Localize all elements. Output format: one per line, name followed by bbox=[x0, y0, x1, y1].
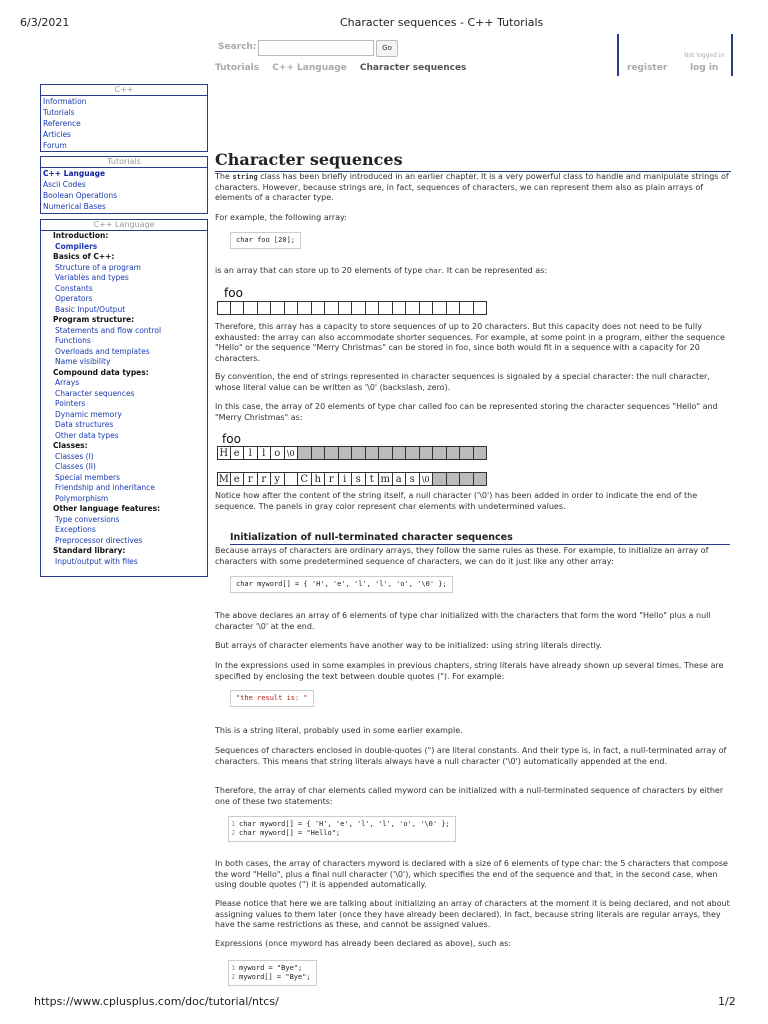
breadcrumb-cpp-language[interactable]: C++ Language bbox=[272, 63, 347, 73]
array-cell: m bbox=[379, 472, 393, 486]
print-page: 1/2 bbox=[718, 995, 736, 1008]
array-diagram-merry bbox=[217, 472, 487, 486]
array-cell: s bbox=[352, 472, 366, 486]
array-cell bbox=[258, 301, 272, 315]
sidebar-item-link[interactable]: Other data types bbox=[55, 430, 119, 440]
array-cell bbox=[379, 301, 393, 315]
sidebar-item-link[interactable]: Basic Input/Output bbox=[55, 304, 126, 314]
sidebar-item-tutorials[interactable]: Tutorials bbox=[43, 108, 75, 117]
array-cell bbox=[393, 446, 407, 460]
sidebar-item-link[interactable]: Special members bbox=[55, 472, 120, 482]
array-cell bbox=[366, 446, 380, 460]
array-cell bbox=[325, 446, 339, 460]
sidebar-item-link[interactable]: Variables and types bbox=[55, 273, 129, 282]
array-cell bbox=[285, 301, 299, 315]
code-block: char foo [20]; bbox=[230, 232, 301, 249]
array-cell bbox=[379, 446, 393, 460]
sidebar-item-link[interactable]: Friendship and inheritance bbox=[55, 483, 155, 492]
sidebar-item-boolean-operations[interactable]: Boolean Operations bbox=[43, 191, 117, 200]
code-block: "the result is: " bbox=[230, 690, 314, 707]
sidebar-section-heading: Program structure: bbox=[53, 315, 135, 324]
array-cell bbox=[474, 472, 488, 486]
code-block: 1 myword = "Bye"; 2 myword[] = "Bye"; bbox=[228, 960, 317, 986]
login-status: Not logged in bbox=[684, 52, 725, 59]
array-cell bbox=[339, 301, 353, 315]
search-label: Search: bbox=[218, 42, 257, 52]
array-cell: M bbox=[218, 474, 229, 485]
array-cell: h bbox=[312, 472, 326, 486]
sidebar-language-title: C++ Language bbox=[41, 220, 207, 231]
sidebar-item-cpp-language[interactable]: C++ Language bbox=[43, 169, 106, 178]
sidebar-section-heading: Compound data types: bbox=[53, 367, 149, 377]
sidebar-item-link[interactable]: Functions bbox=[55, 336, 91, 345]
print-date: 6/3/2021 bbox=[20, 16, 70, 29]
sidebar-item-link[interactable]: Type conversions bbox=[55, 514, 120, 524]
array-cell bbox=[433, 301, 447, 315]
sidebar-item-articles[interactable]: Articles bbox=[43, 130, 71, 139]
sidebar-tutorials-title: Tutorials bbox=[41, 157, 207, 168]
paragraph: Expressions (once myword has already been declared as above), such as: bbox=[215, 939, 512, 948]
paragraph: But arrays of character elements have another way to be initialized: using string literals directly. bbox=[215, 641, 602, 650]
array-cell bbox=[447, 446, 461, 460]
paragraph: Therefore, this array has a capacity to store sequences of up to 20 characters. But this capacity does not need to be fully exhausted: the array can also accommodate shorter sequences. For example, at some point in a program, either the sequence "Hello" or the sequence "Merry Christmas" can be stored in foo, since both would fit in a sequence with a capacity for 20 characters. bbox=[215, 322, 725, 363]
register-link[interactable]: register bbox=[627, 63, 668, 73]
sidebar-tutorials-box bbox=[40, 156, 208, 214]
array-cell: H bbox=[217, 446, 231, 460]
paragraph: For example, the following array: bbox=[215, 213, 347, 222]
array-cell bbox=[460, 472, 474, 486]
sidebar-item-link[interactable]: Classes (I) bbox=[55, 451, 94, 461]
paragraph: Please notice that here we are talking about initializing an array of characters at the moment it is being declared, and not about assigning values to them later (once they have already been declared). In fact, because string literals are regular arrays, they have the same restrictions as these, and cannot be assigned values. bbox=[215, 899, 730, 929]
sidebar-item-numerical-bases[interactable]: Numerical Bases bbox=[43, 202, 106, 211]
array-diagram-empty bbox=[217, 301, 487, 315]
array-cell bbox=[298, 301, 312, 315]
sidebar-item-link[interactable]: Structure of a program bbox=[55, 262, 141, 272]
paragraph: Sequences of characters enclosed in double-quotes (") are literal constants. And their type is, in fact, a null-terminated array of characters. This means that string literals always have a null character ('\0') automatically appended at the end. bbox=[215, 746, 727, 766]
print-url: https://www.cplusplus.com/doc/tutorial/ntcs/ bbox=[34, 995, 279, 1008]
array-cell: s bbox=[406, 472, 420, 486]
array-cell bbox=[312, 301, 326, 315]
paragraph: Therefore, the array of char elements called myword can be initialized with a null-terminated sequence of characters by either one of these two statements: bbox=[215, 786, 724, 806]
sidebar-item-forum[interactable]: Forum bbox=[43, 141, 67, 150]
sidebar-item-link[interactable]: Statements and flow control bbox=[55, 325, 162, 335]
array-cell bbox=[393, 301, 407, 315]
array-cell bbox=[352, 301, 366, 315]
breadcrumb bbox=[215, 63, 476, 73]
code-block: 1 char myword[] = { 'H', 'e', 'l', 'l', 'o', '\0' }; 2 char myword[] = "Hello"; bbox=[228, 816, 456, 842]
sidebar-item-link[interactable]: Preprocessor directives bbox=[55, 535, 143, 545]
array-cell: \0 bbox=[420, 472, 434, 486]
array-cell bbox=[460, 301, 474, 315]
array-cell bbox=[447, 301, 461, 315]
section-heading: Initialization of null-terminated character sequences bbox=[230, 532, 730, 545]
sidebar-section-heading: Other language features: bbox=[53, 504, 161, 513]
sidebar-section-heading: Introduction: bbox=[53, 231, 109, 240]
paragraph: Notice how after the content of the string itself, a null character ('\0') has been added in order to indicate the end of the sequence. The panels in gray color represent char elements with undetermined values. bbox=[215, 491, 698, 511]
sidebar-item-link[interactable]: Arrays bbox=[55, 378, 80, 387]
array-cell bbox=[420, 446, 434, 460]
array-cell: \0 bbox=[285, 446, 299, 460]
sidebar-language-box bbox=[40, 219, 208, 577]
breadcrumb-tutorials[interactable]: Tutorials bbox=[215, 63, 260, 73]
sidebar-item-link[interactable]: Exceptions bbox=[55, 525, 96, 534]
sidebar-item-link[interactable]: Name visibility bbox=[55, 357, 111, 366]
sidebar-item-information[interactable]: Information bbox=[43, 97, 87, 106]
paragraph: By convention, the end of strings represented in character sequences is signaled by a special character: the null character, whose literal value can be written as '\0' (backslash, zero). bbox=[215, 372, 710, 392]
array-cell bbox=[420, 301, 434, 315]
sidebar-item-reference[interactable]: Reference bbox=[43, 119, 81, 128]
array-cell bbox=[474, 446, 488, 460]
array-cell: C bbox=[298, 472, 312, 486]
sidebar-item-link[interactable]: Compilers bbox=[55, 241, 98, 251]
array-cell bbox=[339, 446, 353, 460]
paragraph: is an array that can store up to 20 elements of type char. It can be represented as: bbox=[215, 266, 548, 275]
paragraph: The above declares an array of 6 elements of type char initialized with the characters that form the word "Hello" plus a null character '\0' at the end. bbox=[215, 611, 711, 631]
sidebar-item-link[interactable]: Data structures bbox=[55, 420, 114, 429]
array-cell bbox=[406, 301, 420, 315]
array-cell: r bbox=[244, 472, 258, 486]
array-cell bbox=[244, 301, 258, 315]
array-cell: r bbox=[258, 472, 272, 486]
sidebar-item-link[interactable]: Operators bbox=[55, 294, 93, 303]
sidebar-item-link[interactable]: Pointers bbox=[55, 399, 86, 408]
sidebar-item-link[interactable]: Polymorphism bbox=[55, 493, 109, 503]
array-cell bbox=[433, 472, 447, 486]
paragraph: In this case, the array of 20 elements of type char called foo can be represented storing the character sequences "Hello" and "Merry Christmas" as: bbox=[215, 402, 718, 422]
paragraph: Because arrays of characters are ordinary arrays, they follow the same rules as these. For example, to initialize an array of characters with some predetermined sequence of characters, we can do it just like any other array: bbox=[215, 546, 709, 566]
array-cell bbox=[312, 446, 326, 460]
array-cell bbox=[433, 446, 447, 460]
array-cell: o bbox=[271, 446, 285, 460]
sidebar-item-link[interactable]: Input/output with files bbox=[55, 556, 138, 566]
array-cell: i bbox=[339, 472, 353, 486]
print-title: Character sequences - C++ Tutorials bbox=[340, 16, 544, 29]
array-cell bbox=[271, 301, 285, 315]
array-cell bbox=[447, 472, 461, 486]
array-cell: e bbox=[231, 472, 245, 486]
page-title: Character sequences bbox=[215, 150, 731, 172]
array-cell: r bbox=[325, 472, 339, 486]
array-cell bbox=[298, 446, 312, 460]
sidebar-item-link[interactable]: Classes (II) bbox=[55, 462, 96, 471]
array-cell: l bbox=[258, 446, 272, 460]
sidebar-section-heading: Standard library: bbox=[53, 546, 126, 555]
array-label: foo bbox=[222, 432, 241, 446]
array-cell: e bbox=[231, 446, 245, 460]
sidebar-item-link[interactable]: Constants bbox=[55, 283, 93, 293]
sidebar-cpp-box bbox=[40, 84, 208, 152]
array-cell bbox=[325, 301, 339, 315]
array-cell bbox=[231, 301, 245, 315]
paragraph: In the expressions used in some examples in previous chapters, string literals have already shown up several times. These are specified by enclosing the text between double quotes ("). For example: bbox=[215, 661, 724, 681]
sidebar-item-link[interactable]: Dynamic memory bbox=[55, 409, 122, 419]
sidebar-cpp-title: C++ bbox=[41, 85, 207, 96]
array-cell bbox=[474, 301, 488, 315]
array-cell bbox=[285, 472, 299, 486]
sidebar-language-list bbox=[41, 231, 207, 567]
paragraph: In both cases, the array of characters myword is declared with a size of 6 elements of type char: the 5 characters that compose the word "Hello", plus a final null character ('\0'), which specifies the end of the sequence and that, in the second case, when using double quotes (") it is appended automatically. bbox=[215, 859, 728, 889]
sidebar-item-link[interactable]: Character sequences bbox=[55, 388, 135, 398]
array-diagram-hello bbox=[217, 446, 487, 460]
array-cell bbox=[366, 301, 380, 315]
sidebar-item-link[interactable]: Overloads and templates bbox=[55, 346, 150, 356]
paragraph: The string class has been briefly introduced in an earlier chapter. It is a very powerful class to handle and manipulate strings of characters. However, because strings are, in fact, sequences of characters, we can represent them also as plain arrays of elements of a character type. bbox=[215, 172, 729, 202]
array-cell bbox=[406, 446, 420, 460]
sidebar-item-ascii-codes[interactable]: Ascii Codes bbox=[43, 180, 86, 189]
array-cell: t bbox=[366, 472, 380, 486]
array-cell bbox=[460, 446, 474, 460]
paragraph: This is a string literal, probably used in some earlier example. bbox=[215, 726, 463, 735]
sidebar-section-heading: Classes: bbox=[53, 441, 88, 450]
breadcrumb-current: Character sequences bbox=[359, 63, 467, 73]
go-button[interactable]: Go bbox=[376, 40, 398, 57]
array-cell bbox=[352, 446, 366, 460]
array-cell: y bbox=[271, 472, 285, 486]
array-cell: l bbox=[244, 446, 258, 460]
array-cell bbox=[217, 301, 231, 315]
login-link[interactable]: log in bbox=[690, 63, 719, 73]
array-label: foo bbox=[224, 286, 243, 300]
code-block: char myword[] = { 'H', 'e', 'l', 'l', 'o', '\0' }; bbox=[230, 576, 453, 593]
search-input[interactable] bbox=[258, 40, 374, 56]
array-cell: a bbox=[393, 472, 407, 486]
sidebar-section-heading: Basics of C++: bbox=[53, 252, 115, 261]
